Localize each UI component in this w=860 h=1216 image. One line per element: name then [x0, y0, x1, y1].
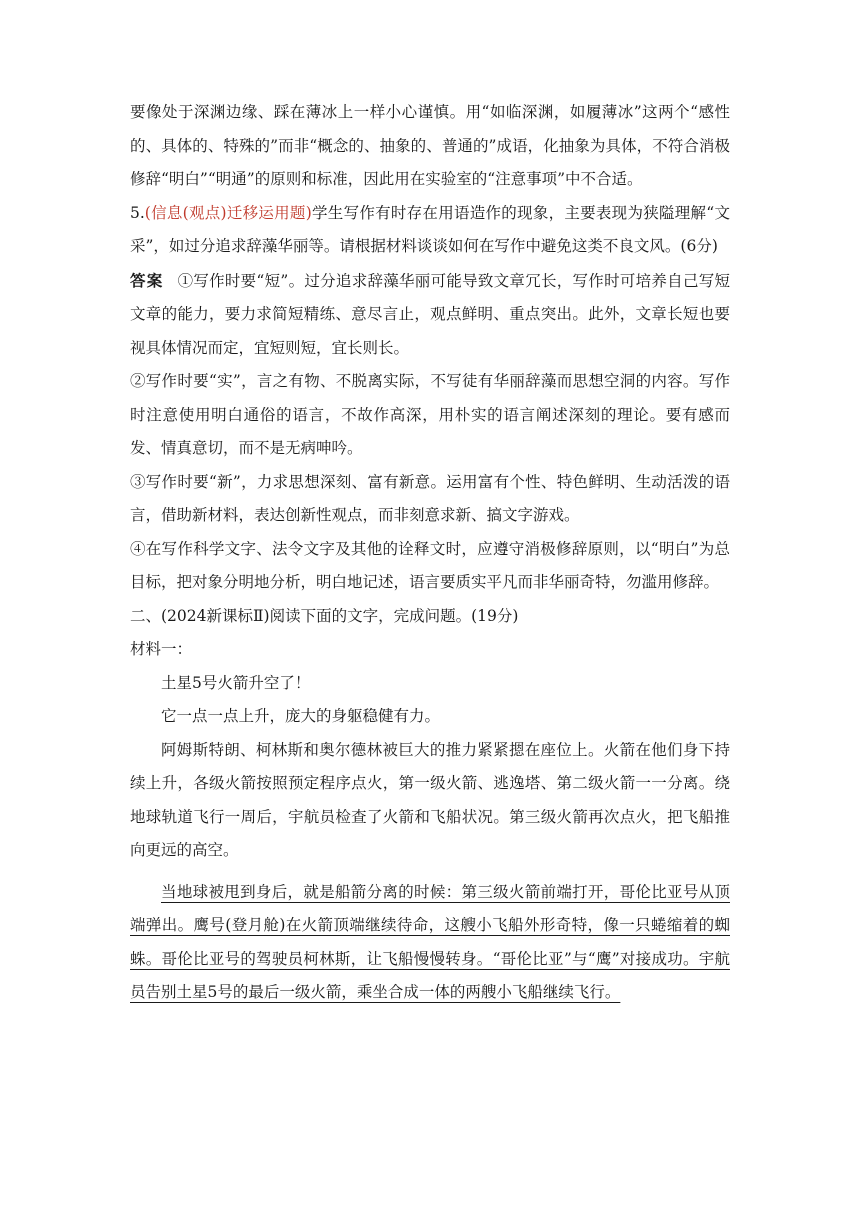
- underlined-paragraph: [130, 876, 730, 1010]
- material-label: 材料一：: [130, 640, 193, 658]
- material-paragraph: 阿姆斯特朗、柯林斯和奥尔德林被巨大的推力紧紧摁在座位上。火箭在他们身下持续上升，各级火箭按照预定程序点火，第一级火箭、逃逸塔、第二级火箭一一分离。绕地球轨道飞行一周后，宇航员检查了火箭和飞船状况。第三级火箭再次点火，把飞船推向更远的高空。: [130, 740, 730, 859]
- answer-item-1: 答案 ①写作时要“短”。过分追求辞藻华丽可能导致文章冗长，写作时可培养自己写短文章的能力，要力求简短精练、意尽言止，观点鲜明、重点突出。此外，文章长短也要视具体情况而定，宜短则短，宜长则长。: [130, 270, 730, 357]
- answer-label: 答案: [130, 270, 164, 290]
- section-heading: 二、(2024新课标Ⅱ)阅读下面的文字，完成问题。(19分): [130, 606, 519, 625]
- underlined-text: 当地球被甩到身后，就是船箭分离的时候：第三级火箭前端打开，哥伦比亚号从顶端弹出。鹰号(登月舱)在火箭顶端继续待命，这艘小飞船外形奇特，像一只蜷缩着的蜘蛛。哥伦比亚号的驾驶员柯林斯，让飞船慢慢转身。“哥伦比亚”与“鹰”对接成功。宇航员告别土星5号的最后一级火箭，乘坐合成一体的两艘小飞船继续飞行。: [130, 882, 730, 1001]
- question-5: [130, 197, 730, 264]
- material-paragraph: 土星5号火箭升空了！: [161, 673, 311, 692]
- intro-paragraph: 要像处于深渊边缘、踩在薄冰上一样小心谨慎。用“如临深渊，如履薄冰”这两个“感性的、具体的、特殊的”而非“概念的、抽象的、普通的”成语，化抽象为具体，不符合消极修辞“明白”“明通”的原则和标准，因此用在实验室的“注意事项”中不合适。: [130, 103, 730, 188]
- answer-item-4: ④在写作科学文字、法令文字及其他的诠释文时，应遵守消极修辞原则，以“明白”为总目标，把对象分明地分析，明白地记述，语言要质实平凡而非华丽奇特，勿滥用修辞。: [130, 539, 730, 591]
- material-paragraph: 它一点一点上升，庞大的身躯稳健有力。: [161, 707, 441, 725]
- answer-item-2: ②写作时要“实”，言之有物、不脱离实际，不写徒有华丽辞藻而思想空洞的内容。写作时注意使用明白通俗的语言，不故作高深，用朴实的语言阐述深刻的理论。要有感而发、情真意切，而不是无病呻吟。: [130, 372, 730, 457]
- question-type-tag: (信息(观点)迁移运用题): [144, 203, 312, 222]
- answer-item-3: ③写作时要“新”，力求思想深刻、富有新意。运用富有个性、特色鲜明、生动活泼的语言，借助新材料，表达创新性观点，而非刻意求新、搞文字游戏。: [130, 472, 730, 524]
- question-text: 学生写作有时存在用语造作的现象，主要表现为狭隘理解“文采”，如过分追求辞藻华丽等。请根据材料谈谈如何在写作中避免这类不良文风。(6分): [130, 203, 730, 255]
- question-number: 5.: [130, 203, 145, 222]
- document-page: [130, 96, 730, 1010]
